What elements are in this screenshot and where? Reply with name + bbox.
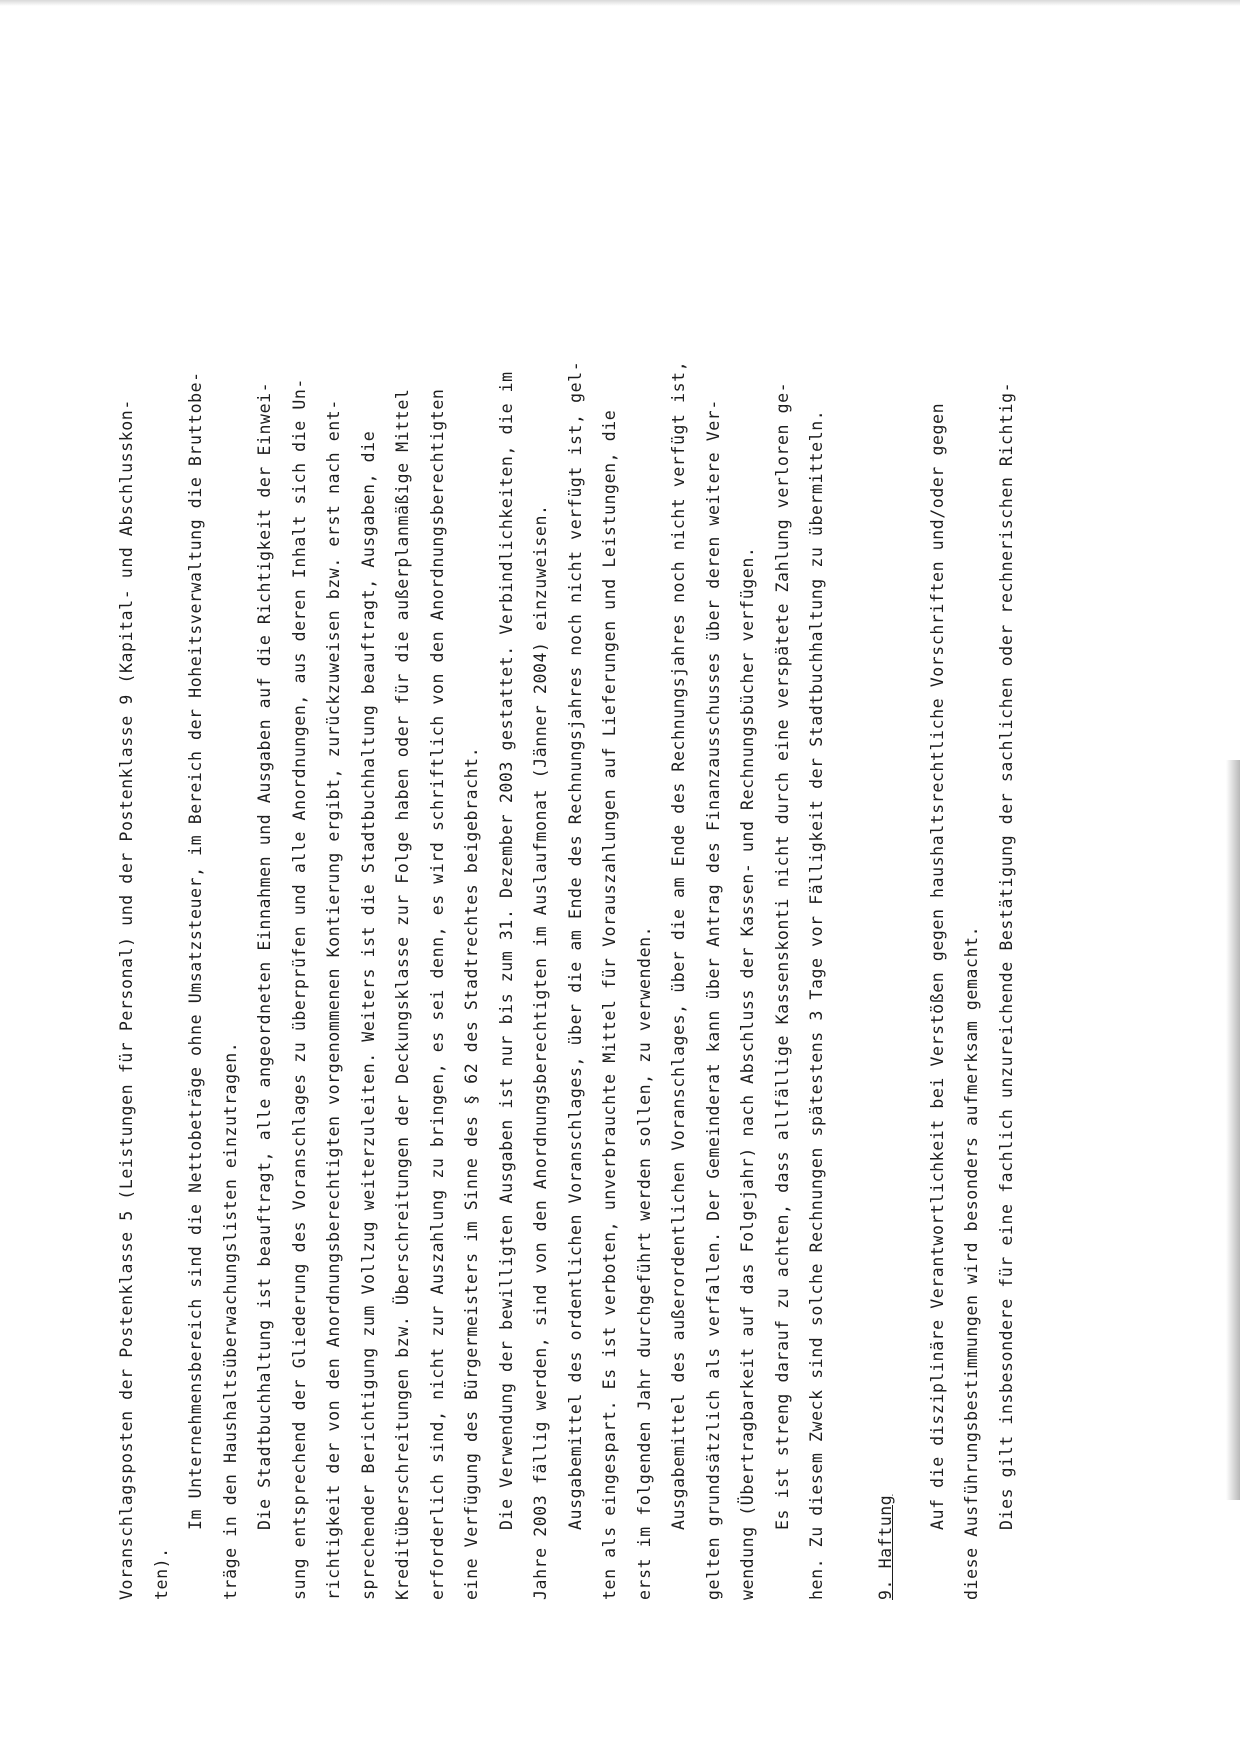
text-line: Es ist streng darauf zu achten, dass allfällige Kassenskonti nicht durch eine verspätete Zahlung verloren ge- [772, 381, 792, 1530]
text-line: Dies gilt insbesondere für eine fachlich unzureichende Bestätigung der sachlichen oder rechnerischen Richtig- [996, 381, 1016, 1530]
text-line: Die Verwendung der bewilligten Ausgaben ist nur bis zum 31. Dezember 2003 gestattet. Verbindlichkeiten, die im [496, 371, 516, 1530]
section-heading [869, 130, 904, 1600]
text-line: Die Stadtbuchhaltung ist beauftragt, alle angeordneten Einnahmen und Ausgaben auf die Richtigkeit der Einwei- [255, 381, 274, 1530]
text-line: Ausgabemittel des ordentlichen Voranschlages, über die am Ende des Rechnungsjahres noch nicht verfügt ist, gel- [565, 360, 585, 1530]
text-line: wendung (Übertragbarkeit auf das Folgejahr) nach Abschluss der Kassen- und Rechnungsbücher verfügen. [738, 546, 757, 1600]
text-line: ten als eingespart. Es ist verboten, unverbrauchte Mittel für Vorauszahlungen auf Lieferungen und Leistungen, die [600, 409, 619, 1600]
text-line: sung entsprechend der Gliederung des Voranschlages zu überprüfen und alle Anordnungen, aus deren Inhalt sich die Un- [289, 378, 309, 1600]
text-line: Voranschlagsposten der Postenklasse 5 (Leistungen für Personal) und der Postenklasse 9 (Kapital- und Abschlusskon- [117, 399, 136, 1600]
text-line: Ausgabemittel des außerordentlichen Voranschlages, über die am Ende des Rechnungsjahres noch nicht verfügt ist, [669, 360, 688, 1530]
text-line: diese Ausführungsbestimmungen wird besonders aufmerksam gemacht. [962, 925, 981, 1600]
spacer [904, 130, 921, 1600]
text-line: träge in den Haushaltsüberwachungslisten einzutragen. [220, 1041, 240, 1600]
text-line: ten). [151, 1547, 171, 1600]
text-line: Im Unternehmensbereich sind die Nettobeträge ohne Umsatzsteuer, im Bereich der Hoheitsverwaltung die Bruttobe- [186, 371, 205, 1530]
text-line: Kreditüberschreitungen bzw. Überschreitungen der Deckungsklasse zur Folge haben oder für die außerplanmäßige Mittel [393, 388, 412, 1600]
spacer [835, 130, 870, 1600]
text-line: richtigkeit der von den Anordnungsberechtigten vorgenommenen Kontierung ergibt, zurückzuweisen bzw. erst nach ent- [324, 399, 343, 1600]
scan-edge-top [0, 0, 1240, 6]
text-line: hen. Zu diesem Zweck sind solche Rechnungen spätestens 3 Tage vor Fälligkeit der Stadtbuchhaltung zu übermitteln. [807, 409, 826, 1600]
text-line: Auf die disziplinäre Verantwortlichkeit bei Verstößen gegen haushaltsrechtliche Vorschriften und/oder gegen [927, 402, 947, 1530]
rotated-text-block [110, 130, 1110, 1600]
text-line: erforderlich sind, nicht zur Auszahlung zu bringen, es sei denn, es wird schriftlich von den Anordnungsberechtigten [427, 388, 447, 1600]
text-line: gelten grundsätzlich als verfallen. Der Gemeinderat kann über Antrag des Finanzausschusses über deren weitere Ver- [703, 399, 723, 1600]
section-heading-text: 9. Haftung [876, 1494, 895, 1600]
text-line: eine Verfügung des Bürgermeisters im Sinne des § 62 des Stadtrechtes beigebracht. [462, 746, 481, 1600]
document-body [110, 130, 1024, 1600]
text-line: sprechender Berichtigung zum Vollzug weiterzuleiten. Weiters ist die Stadtbuchhaltung beauftragt, Ausgaben, die [358, 430, 378, 1600]
scan-edge-right [1226, 760, 1240, 1500]
text-line: erst im folgenden Jahr durchgeführt werden sollen, zu verwenden. [634, 925, 654, 1600]
text-line: Jahre 2003 fällig werden, sind von den Anordnungsberechtigten im Auslaufmonat (Jänner 2004) einzuweisen. [531, 504, 550, 1600]
